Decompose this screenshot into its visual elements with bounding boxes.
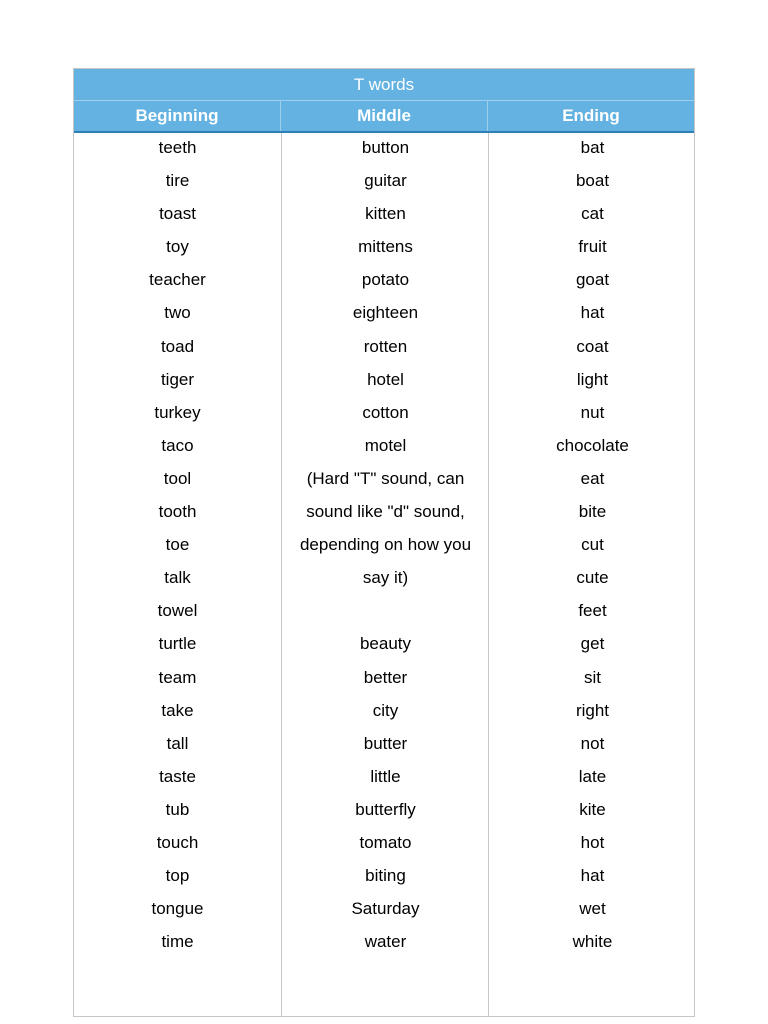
beginning-word-cell: tall [166,733,189,753]
beginning-word-cell: tongue [151,899,204,919]
beginning-word-cell: tire [165,171,190,191]
ending-word-cell: boat [575,171,610,191]
ending-word-cell: sit [584,667,601,687]
beginning-word-cell: take [161,700,194,720]
ending-word-cell: not [580,733,605,753]
ending-word-cell: goat [575,270,610,290]
ending-word-cell: get [580,634,605,654]
middle-word-cell: guitar [364,171,407,191]
beginning-word-cell: taco [161,435,194,455]
beginning-word-cell: team [158,667,197,687]
middle-word-cell: eighteen [352,303,419,323]
beginning-word-cell: top [165,866,190,886]
beginning-word-cell: toy [166,237,189,257]
middle-word-cell: city [372,700,399,720]
column-ending [489,131,696,958]
beginning-word-cell: teacher [149,270,206,290]
ending-word-cell: hat [580,866,605,886]
beginning-word-cell: turkey [154,402,201,422]
beginning-word-cell: tooth [158,502,197,522]
column-header-ending: Ending [487,101,694,131]
column-header-beginning: Beginning [135,106,219,125]
middle-word-cell: say it) [362,568,409,588]
beginning-word-cell: turtle [158,634,197,654]
middle-word-cell: cotton [362,402,409,422]
beginning-word-cell: tool [163,468,192,488]
ending-word-cell: hat [580,303,605,323]
beginning-word-cell: taste [159,766,196,786]
middle-word-cell: rotten [363,336,408,356]
middle-word-cell: little [370,766,401,786]
middle-word-cell: butterfly [355,799,416,819]
beginning-word-cell: toast [159,204,196,224]
ending-word-cell: hot [580,832,605,852]
middle-word-cell: tomato [359,832,412,852]
table-header-row [74,101,694,133]
ending-word-cell: white [572,932,613,952]
middle-word-cell: potato [361,270,410,290]
ending-word-cell: cut [581,535,604,555]
middle-word-cell: button [361,138,410,157]
ending-word-cell: kite [579,799,606,819]
beginning-word-cell: toe [165,535,190,555]
middle-word-cell: motel [364,435,407,455]
beginning-word-cell: tiger [160,369,195,389]
middle-word-cell: hotel [367,369,404,389]
column-header-middle: Middle [280,101,487,131]
ending-word-cell: feet [578,601,607,621]
ending-word-cell: cute [576,568,609,588]
middle-word-cell: better [363,667,408,687]
ending-word-cell: bat [580,138,605,157]
ending-word-cell: right [575,700,610,720]
beginning-word-cell: toad [160,336,195,356]
middle-word-cell: depending on how you [299,535,472,555]
ending-word-cell: coat [576,336,609,356]
middle-word-cell: sound like "d" sound, [306,502,465,522]
middle-word-cell: Saturday [351,899,420,919]
beginning-word-cell: two [164,303,191,323]
middle-word-cell: water [364,932,407,952]
ending-word-cell: light [576,369,609,389]
ending-word-cell: eat [580,468,605,488]
column-middle [282,131,489,958]
ending-word-cell: chocolate [556,435,629,455]
beginning-word-cell: time [161,932,194,952]
column-beginning [74,131,281,958]
beginning-word-cell: teeth [158,138,197,157]
word-table [73,68,695,1017]
middle-word-cell: (Hard "T" sound, can [306,468,465,488]
ending-word-cell: bite [578,502,607,522]
table-title: T words [74,69,694,101]
beginning-word-cell: touch [156,832,199,852]
beginning-word-cell: tub [165,799,190,819]
beginning-word-cell: towel [157,601,198,621]
beginning-word-cell: talk [164,568,191,588]
middle-word-cell: biting [365,866,406,886]
middle-word-cell: mittens [358,237,413,257]
middle-word-cell [282,594,489,627]
middle-word-cell: butter [363,733,408,753]
ending-word-cell: late [578,766,607,786]
middle-word-cell: beauty [359,634,412,654]
middle-word-cell: kitten [365,204,406,224]
ending-word-cell: fruit [578,237,607,257]
ending-word-cell: nut [580,402,605,422]
ending-word-cell: wet [579,899,606,919]
ending-word-cell: cat [581,204,604,224]
